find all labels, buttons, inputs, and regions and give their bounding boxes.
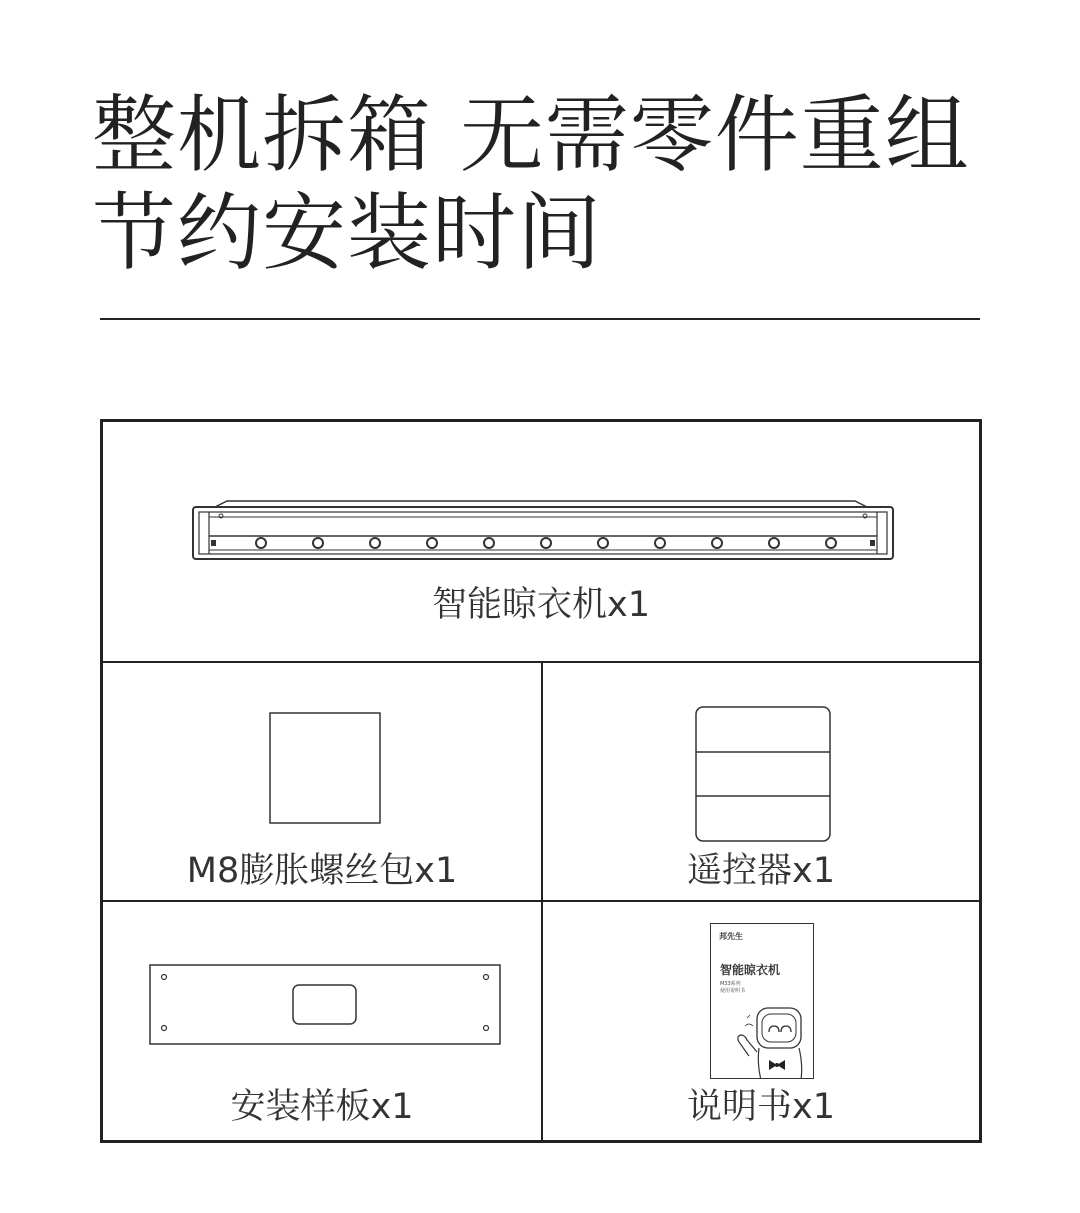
manual-brand: 邦先生 [719,932,743,941]
item-label-drying-rack: 智能晾衣机x1 [432,585,650,625]
install-template-icon [148,963,502,1047]
item-screw-pack [103,663,543,902]
manual-series: M33系列 [720,981,741,987]
robot-mascot-icon [735,1004,814,1079]
item-remote-control [543,663,979,902]
item-label-manual: 说明书x1 [687,1087,835,1127]
item-drying-rack [103,422,979,663]
page-headline [92,86,970,282]
headline-line-1: 整机拆箱 无需零件重组 [92,86,970,184]
remote-control-icon [694,705,832,843]
package-contents-grid [100,419,982,1143]
item-install-template [103,902,543,1140]
headline-line-2: 节约安装时间 [92,184,603,282]
drying-rack-icon [191,500,897,562]
item-label-remote-control: 遥控器x1 [687,851,835,891]
manual-title: 智能晾衣机 [720,963,781,977]
manual-booklet-icon [710,923,814,1079]
item-label-install-template: 安装样板x1 [230,1087,414,1127]
headline-divider [100,318,980,320]
manual-subtitle: 使用说明书 [720,988,746,994]
item-manual [543,902,979,1140]
item-label-screw-pack: M8膨胀螺丝包x1 [186,851,458,891]
screw-pack-icon [268,711,382,825]
